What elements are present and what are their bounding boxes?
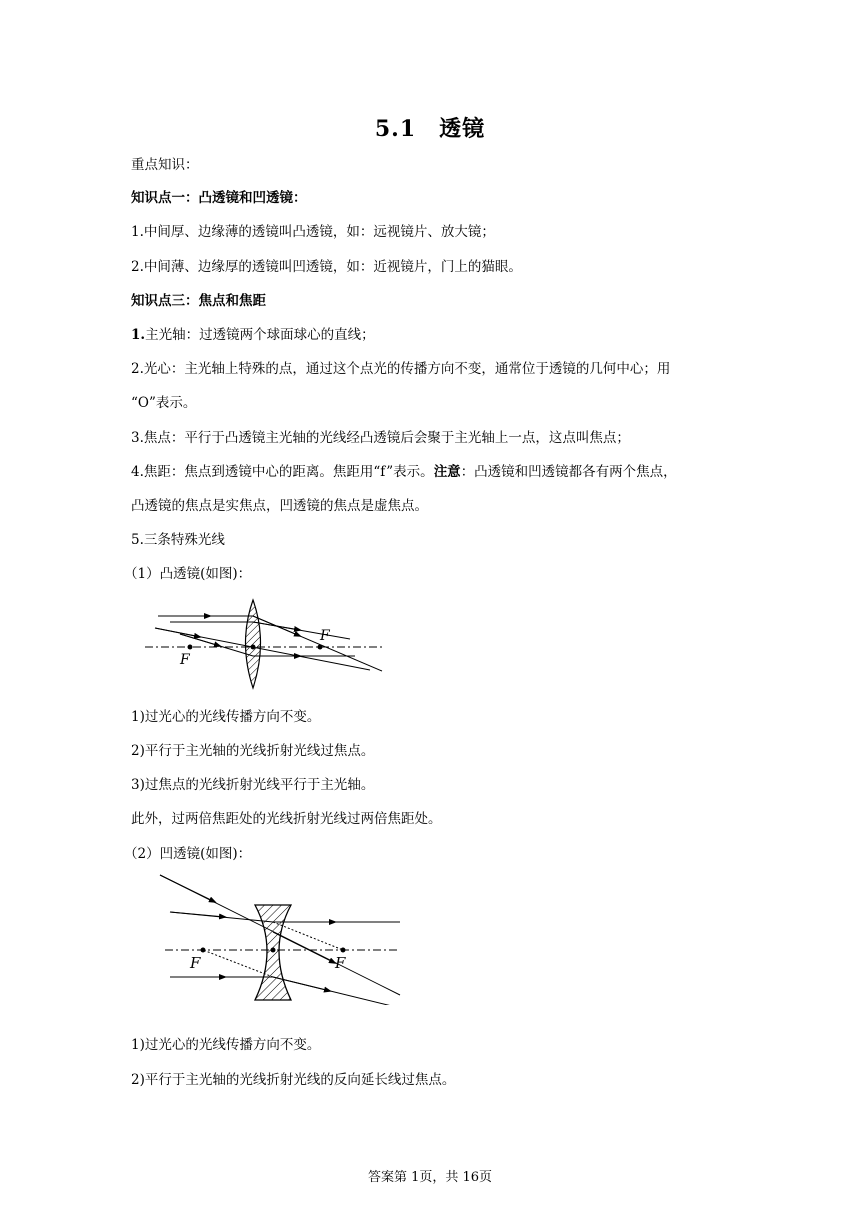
page-title: 5.1 透镜 bbox=[374, 116, 486, 142]
focal-text-b: ：凸透镜和凹透镜都各有两个焦点， bbox=[460, 464, 677, 480]
concave-optical-center bbox=[271, 948, 276, 953]
convex-rule-2: 2)平行于主光轴的光线折射光线过焦点。 bbox=[131, 743, 375, 759]
convex-focus-right bbox=[318, 645, 323, 650]
section-label: 重点知识： bbox=[131, 157, 199, 173]
focal-note-label: 注意 bbox=[433, 464, 461, 480]
point1-heading: 知识点一：凸透镜和凹透镜： bbox=[131, 190, 307, 206]
convex-rule-1: 1)过光心的光线传播方向不变。 bbox=[131, 709, 321, 725]
convex-label-f-left: F bbox=[180, 652, 190, 668]
point3-center-line1: 2.光心：主光轴上特殊的点，通过这个点光的传播方向不变，通常位于透镜的几何中心；用 bbox=[131, 361, 671, 377]
rays-title: 5.三条特殊光线 bbox=[131, 532, 225, 548]
convex-lens-diagram bbox=[140, 594, 390, 694]
focal-text-a: 4.焦距：焦点到透镜中心的距离。焦距用“f”表示。 bbox=[131, 464, 434, 480]
axis-number: 1. bbox=[131, 327, 146, 343]
concave-lens-diagram bbox=[155, 870, 405, 1005]
page-footer: 答案第 1页，共 16页 bbox=[367, 1170, 493, 1185]
convex-rule-3: 3)过焦点的光线折射光线平行于主光轴。 bbox=[131, 777, 375, 793]
point3-focal-line1 bbox=[131, 462, 741, 482]
point3-focal-line2: 凸透镜的焦点是实焦点，凹透镜的焦点是虚焦点。 bbox=[131, 498, 428, 514]
point1-item-2: 2.中间薄、边缘厚的透镜叫凹透镜，如：近视镜片，门上的猫眼。 bbox=[131, 259, 522, 275]
concave-label-f-right: F bbox=[335, 954, 346, 972]
convex-heading: （1）凸透镜(如图)： bbox=[124, 566, 252, 582]
point3-focus: 3.焦点：平行于凸透镜主光轴的光线经凸透镜后会聚于主光轴上一点，这点叫焦点； bbox=[131, 430, 630, 446]
convex-extra: 此外，过两倍焦距处的光线折射光线过两倍焦距处。 bbox=[131, 811, 442, 827]
concave-heading: （2）凹透镜(如图)： bbox=[124, 846, 252, 862]
convex-lens-shape bbox=[246, 600, 261, 688]
point3-center-line2: “O”表示。 bbox=[131, 395, 197, 411]
point1-item-1: 1.中间厚、边缘薄的透镜叫凸透镜，如：远视镜片、放大镜； bbox=[131, 224, 495, 240]
concave-focus-right bbox=[341, 948, 346, 953]
concave-rule-1: 1)过光心的光线传播方向不变。 bbox=[131, 1037, 321, 1053]
convex-optical-center bbox=[251, 645, 256, 650]
convex-label-f-right: F bbox=[320, 628, 330, 644]
convex-focus-left bbox=[188, 645, 193, 650]
concave-focus-left bbox=[201, 948, 206, 953]
concave-rule-2: 2)平行于主光轴的光线折射光线的反向延长线过焦点。 bbox=[131, 1072, 456, 1088]
concave-label-f-left: F bbox=[190, 954, 201, 972]
axis-text: 主光轴：过透镜两个球面球心的直线； bbox=[145, 327, 375, 343]
point3-axis bbox=[131, 325, 741, 345]
point3-heading: 知识点三：焦点和焦距 bbox=[131, 293, 266, 309]
